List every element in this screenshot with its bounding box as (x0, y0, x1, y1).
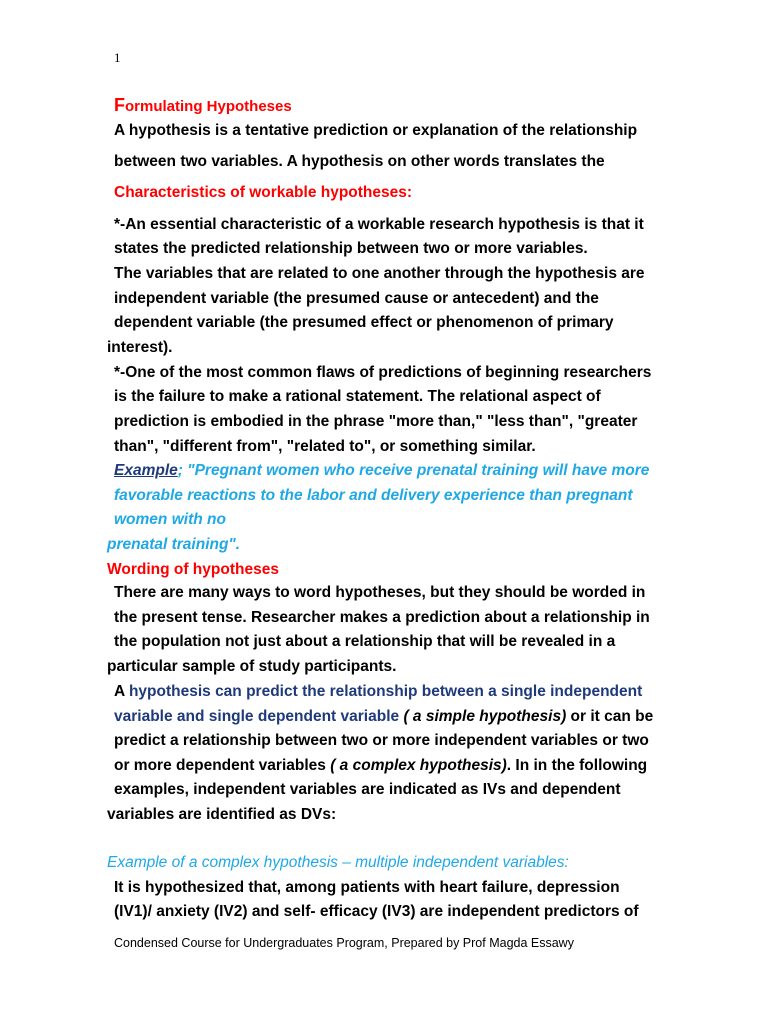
title-first-letter: F (114, 95, 125, 115)
simple-l4a: or more dependent variables (114, 757, 331, 774)
simple-a: A (114, 683, 129, 700)
intro-line-2: between two variables. A hypothesis on other words translates the (114, 153, 605, 170)
wording-line: particular sample of study participants. (107, 658, 397, 675)
page-footer: Condensed Course for Undergraduates Program, Prepared by Prof Magda Essawy (114, 936, 574, 950)
example-label: Example (114, 462, 178, 479)
example-line: women with no (114, 511, 226, 528)
page-number: 1 (114, 50, 121, 65)
example-line-1 (114, 461, 649, 481)
complex-heading: Example of a complex hypothesis – multiple independent variables: (107, 854, 569, 871)
simple-after: or it can be (566, 708, 654, 725)
characteristics-line: prediction is embodied in the phrase "more than," "less than", "greater (114, 413, 638, 430)
characteristics-line: dependent variable (the presumed effect or phenomenon of primary (114, 314, 614, 331)
characteristics-line: *-One of the most common flaws of predictions of beginning researchers (114, 364, 652, 381)
wording-heading: Wording of hypotheses (107, 561, 279, 578)
simple-line-6: variables are identified as DVs: (107, 806, 337, 823)
simple-line-1 (114, 682, 642, 702)
example-text: "Pregnant women who receive prenatal training will have more (182, 462, 650, 479)
example-sep: ; (177, 462, 183, 479)
characteristics-line: independent variable (the presumed cause or antecedent) and the (114, 290, 599, 307)
characteristics-line: is the failure to make a rational statement. The relational aspect of (114, 388, 601, 405)
complex-line: It is hypothesized that, among patients with heart failure, depression (114, 879, 620, 896)
wording-line: the present tense. Researcher makes a prediction about a relationship in (114, 609, 650, 626)
wording-line: the population not just about a relationship that will be revealed in a (114, 633, 616, 650)
intro-line-1: A hypothesis is a tentative prediction or explanation of the relationship (114, 122, 638, 139)
characteristics-line: states the predicted relationship between two or more variables. (114, 240, 588, 257)
wording-line: There are many ways to word hypotheses, but they should be worded in (114, 584, 646, 601)
title-rest: ormulating Hypotheses (125, 98, 292, 115)
document-title (114, 95, 292, 117)
characteristics-heading: Characteristics of workable hypotheses: (114, 184, 413, 201)
simple-hypothesis-italic: ( a simple hypothesis) (403, 708, 567, 725)
example-line: favorable reactions to the labor and delivery experience than pregnant (114, 487, 633, 504)
characteristics-line: interest). (107, 339, 173, 356)
simple-l4b: . In in the following (506, 757, 648, 774)
characteristics-line: than", "different from", "related to", or something similar. (114, 438, 536, 455)
characteristics-line: *-An essential characteristic of a workable research hypothesis is that it (114, 216, 644, 233)
example-line: prenatal training". (107, 536, 241, 553)
simple-line-2 (114, 707, 653, 727)
characteristics-line: The variables that are related to one another through the hypothesis are (114, 265, 645, 282)
complex-hypothesis-italic: ( a complex hypothesis) (330, 757, 507, 774)
simple-navy-2: variable and single dependent variable (114, 708, 404, 725)
simple-line-4 (114, 756, 647, 776)
simple-navy-1: hypothesis can predict the relationship between a single independent (128, 683, 643, 700)
complex-line: (IV1)/ anxiety (IV2) and self- efficacy (IV3) are independent predictors of (114, 903, 639, 920)
simple-line-3: predict a relationship between two or more independent variables or two (114, 732, 649, 749)
simple-line-5: examples, independent variables are indicated as IVs and dependent (114, 781, 621, 798)
